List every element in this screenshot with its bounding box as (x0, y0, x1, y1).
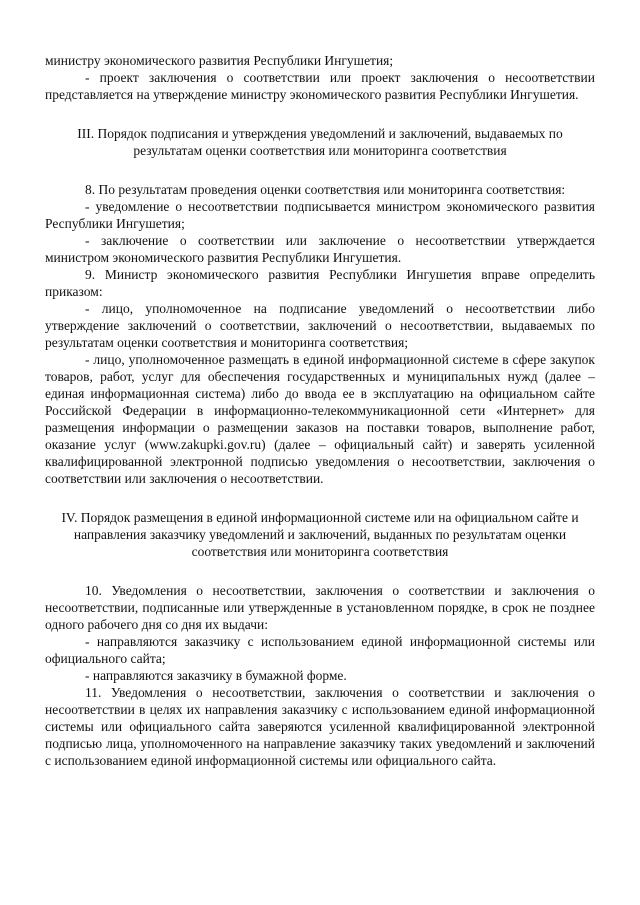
paragraph: - направляются заказчику в бумажной форме. (85, 668, 347, 683)
section-heading-4: IV. Порядок размещения в единой информационной системе или на официальном сайте и направления заказчику уведомлений и заключений, выданных по результатам оценки соответствия или мониторинга соответствия (61, 510, 579, 559)
section-heading-3: III. Порядок подписания и утверждения уведомлений и заключений, выдаваемых по результатам оценки соответствия или мониторинга соответствия (77, 126, 563, 158)
document-page (45, 52, 595, 769)
paragraph: - проект заключения о соответствии или проект заключения о несоответствии представляется на утверждение министру экономического развития Республики Ингушетия. (45, 70, 595, 102)
paragraph: - лицо, уполномоченное размещать в единой информационной системе в сфере закупок товаров, работ, услуг для обеспечения государственных и муниципальных нужд (далее – единая информационная система) либо до ввода ее в эксплуатацию на официальном сайте Российской Федерации в информационно-телекоммуникационной сети «Интернет» для размещения информации о размещении заказов на поставки товаров, выполнение работ, оказание услуг (www.zakupki.gov.ru) (далее – официальный сайт) и заверять усиленной квалифицированной электронной подписью уведомления о несоответствии, заключения о соответствии или заключения о несоответствии. (45, 352, 595, 486)
paragraph-8: 8. По результатам проведения оценки соответствия или мониторинга соответствия: (85, 182, 566, 197)
paragraph: - заключение о соответствии или заключение о несоответствии утверждается министром экономического развития Республики Ингушетия. (45, 233, 595, 265)
paragraph-11: 11. Уведомления о несоответствии, заключения о соответствии и заключения о несоответствии в целях их направления заказчику с использованием единой информационной системы или официального сайта заверяются усиленной квалифицированной электронной подписью лица, уполномоченного на направление заказчику таких уведомлений и заключений с использованием единой информационной системы или официального сайта. (45, 685, 595, 768)
paragraph-9: 9. Министр экономического развития Республики Ингушетия вправе определить приказом: (45, 267, 595, 299)
paragraph: - уведомление о несоответствии подписывается министром экономического развития Республики Ингушетия; (45, 199, 595, 231)
paragraph: министру экономического развития Республики Ингушетия; (45, 53, 394, 68)
paragraph: - лицо, уполномоченное на подписание уведомлений о несоответствии либо утверждение заключений о соответствии, заключений о несоответствии, выдаваемых по результатам оценки соответствия и мониторинга соответствия; (45, 301, 595, 350)
paragraph: - направляются заказчику с использованием единой информационной системы или официального сайта; (45, 634, 595, 666)
paragraph-10: 10. Уведомления о несоответствии, заключения о соответствии и заключения о несоответствии, подписанные или утвержденные в установленном порядке, в срок не позднее одного рабочего дня со дня их выдачи: (45, 583, 595, 632)
